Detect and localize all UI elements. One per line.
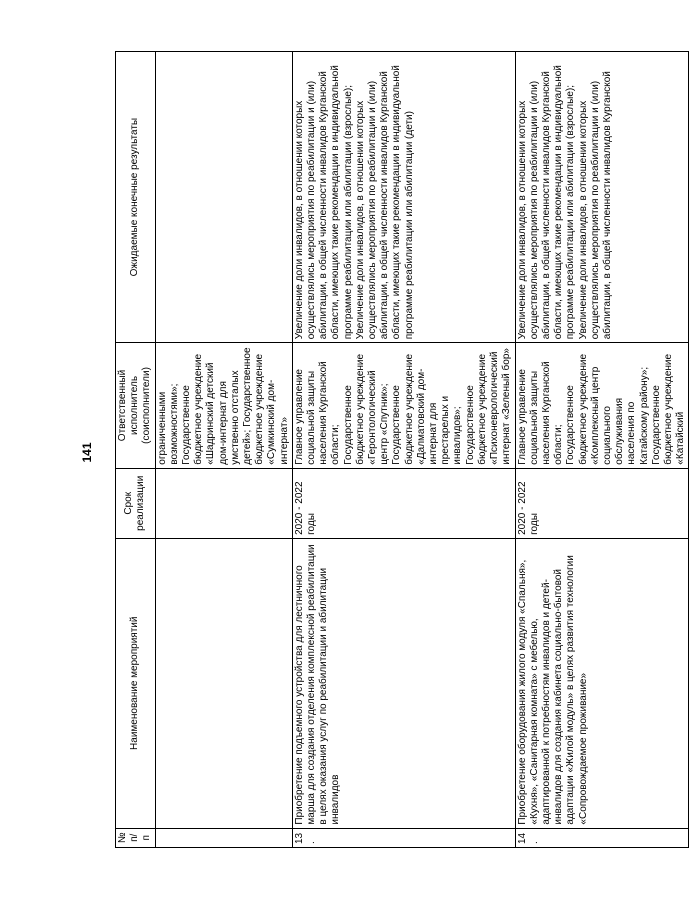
row-executor: Главное управление социальной защиты населения Курганской области; Государственное бюджетное учреждение «Геронтологический центр «Спутник»; Государственное бюджетное учреждение «Далматовский дом-интернат для престарелых и инвалидов»; Государственное бюджетное учреждение «Психоневрологический интернат «Зеленый бор» [292,343,515,468]
measures-table [115,51,689,848]
row-results [155,52,292,343]
header-results: Ожидаемые конечные результаты [116,52,156,343]
row-term [155,468,292,538]
page-number: 141 [80,442,94,463]
row-name: Приобретение оборудования жилого модуля «Спальня», «Кухня», «Санитарная комната» с мебелью, адаптированной к потребностям инвалидов и детей-инвалидов для создания кабинета социально-бытовой адаптации «Жилой модуль» в целях развития технологии «Сопровождаемое проживание» [515,538,689,828]
table-row [155,52,292,848]
result-children: Увеличение доли инвалидов, в отношении которых осуществлялись мероприятия по реабилитации и (или) абилитации, в общей численности инвалидов Курганской [577,71,613,340]
header-executor: Ответственный исполнитель (соисполнители) [116,343,156,468]
result-adults: Увеличение доли инвалидов, в отношении которых осуществлялись мероприятия по реабилитации и (или) абилитации, в общей численности инвалидов Курганской области, имеющих такие рекомендации в индивидуальной программе реабилитации или абилитации (взрослые); [293,65,354,340]
row-num: 14. [515,828,689,847]
row-term: 2020 - 2022 годы [292,468,515,538]
header-term: Срок реализации [116,468,156,538]
row-num [155,828,292,847]
row-executor: ограниченными возможностями»; Государственное бюджетное учреждение «Шадринский детский дом-интернат для умственно отсталых детей»; Государственное бюджетное учреждение «Сумкинский дом-интернат» [155,343,292,468]
row-name: Приобретение подъемного устройства для лестничного марша для создания отделения комплексной реабилитации в целях оказания услуг по реабилитации и абилитации инвалидов [292,538,515,828]
table-row [292,52,515,848]
table-row [515,52,689,848]
row-name [155,538,292,828]
row-num: 13. [292,828,515,847]
row-term: 2020 - 2022 годы [515,468,689,538]
result-children: Увеличение доли инвалидов, в отношении которых осуществлялись мероприятия по реабилитации и (или) абилитации, в общей численности инвалидов Курганской области, имеющих такие рекомендации в индивидуальной программе реабилитации или абилитации (дети) [354,65,415,340]
table-header-row [116,52,156,848]
result-adults: Увеличение доли инвалидов, в отношении которых осуществлялись мероприятия по реабилитации и (или) абилитации, в общей численности инвалидов Курганской области, имеющих такие рекомендации в индивидуальной программе реабилитации или абилитации (взрослые); [516,65,577,340]
row-results [292,52,515,343]
header-name: Наименование мероприятий [116,538,156,828]
row-results [515,52,689,343]
row-executor: Главное управление социальной защиты населения Курганской области; Государственное бюджетное учреждение «Комплексный центр социального обслуживания населения по Катайскому району»; Государственное бюджетное учреждение «Катайский [515,343,689,468]
header-num: № п/п [116,828,156,847]
